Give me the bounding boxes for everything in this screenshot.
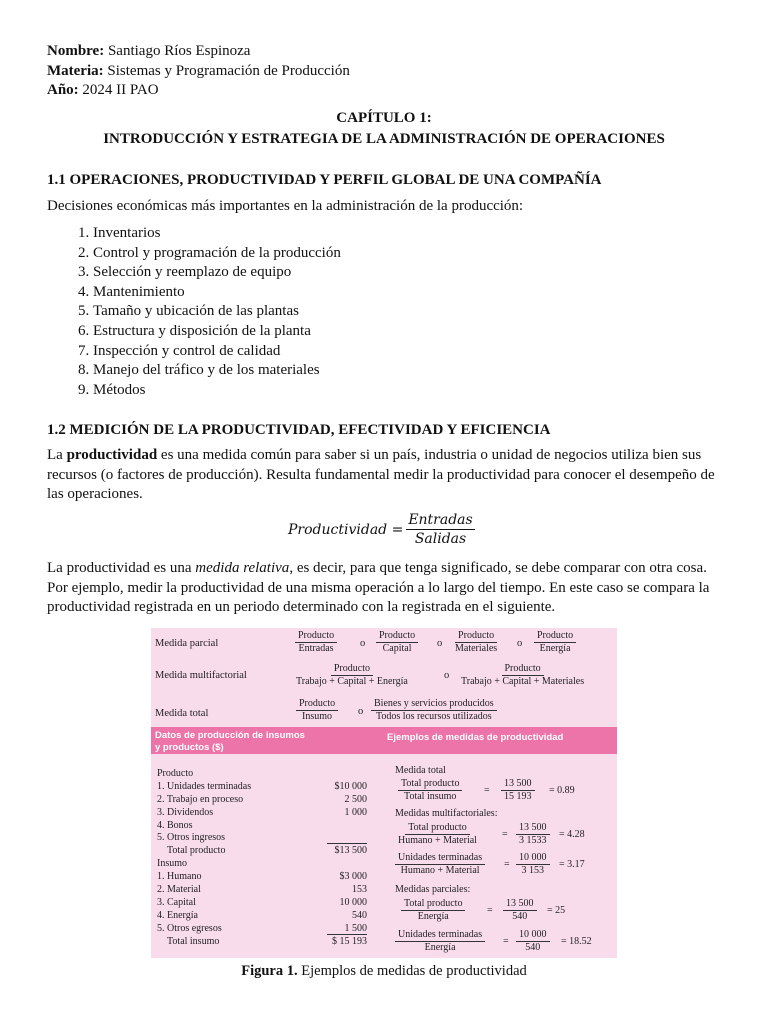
table-total-row: Total producto $13 500 bbox=[167, 845, 367, 857]
chapter-title: INTRODUCCIÓN Y ESTRATEGIA DE LA ADMINISTRACIÓN DE OPERACIONES bbox=[103, 131, 665, 147]
example-fraction: 13 500 15 193 bbox=[501, 778, 535, 803]
equals-sign: = bbox=[484, 785, 490, 796]
equals-sign: = bbox=[502, 829, 508, 840]
or-text: o bbox=[360, 638, 366, 649]
section-2-heading: 1.2 MEDICIÓN DE LA PRODUCTIVIDAD, EFECTIVIDAD Y EFICIENCIA bbox=[47, 422, 551, 438]
anio-line: Año: 2024 II PAO bbox=[47, 82, 159, 98]
section-1-intro: Decisiones económicas más importantes en la administración de la producción: bbox=[47, 198, 524, 214]
table-row: 5. Otros egresos 1 500 bbox=[157, 922, 367, 934]
table-title: Producto bbox=[157, 768, 194, 779]
example-fraction: Total producto Total insumo bbox=[398, 778, 462, 803]
or-text: o bbox=[437, 638, 443, 649]
table-total-row: Total insumo $ 15 193 bbox=[167, 935, 367, 947]
example-fraction: Total producto Humano + Material bbox=[398, 822, 477, 846]
formula-denominator: Salidas bbox=[414, 531, 467, 547]
list-item: 9. Métodos bbox=[93, 381, 341, 401]
header-block bbox=[47, 42, 350, 101]
production-data-table bbox=[157, 768, 367, 948]
table-row: 3. Capital 10 000 bbox=[157, 896, 367, 908]
or-text: o bbox=[358, 706, 364, 717]
or-text: o bbox=[444, 670, 450, 681]
multi-fraction: Producto Trabajo + Capital + Energía bbox=[296, 663, 408, 687]
example-result: = 4.28 bbox=[559, 829, 585, 840]
table-row: 5. Otros ingresos bbox=[157, 832, 367, 845]
equals-sign: = bbox=[487, 905, 493, 916]
formula-lhs: Productividad = bbox=[288, 521, 404, 538]
example-fraction: Total producto Energía bbox=[401, 898, 465, 923]
example-result: = 3.17 bbox=[559, 859, 585, 870]
multifactorial-label: Medida multifactorial bbox=[155, 670, 247, 681]
parcial-label: Medida parcial bbox=[155, 638, 219, 649]
example-multi-title: Medidas multifactoriales: bbox=[395, 808, 498, 819]
total-fraction: Bienes y servicios producidos Todos los recursos utilizados bbox=[371, 698, 497, 723]
example-total-title: Medida total bbox=[395, 765, 446, 776]
list-item: 3. Selección y reemplazo de equipo bbox=[93, 263, 341, 283]
figure-caption: Figura 1. Ejemplos de medidas de productividad bbox=[241, 963, 527, 979]
productivity-formula bbox=[288, 512, 475, 547]
figure-header-band bbox=[151, 727, 617, 754]
table-row: 1. Unidades terminadas $10 000 bbox=[157, 780, 367, 792]
decisions-list bbox=[47, 224, 341, 400]
section-2-paragraph-1: La productividad es una medida común para saber si un país, industria o unidad de negocios utiliza bien sus recursos (o factores de producción). Resulta fundamental medir la productividad para conocer el desempeño de las operaciones. bbox=[47, 447, 715, 503]
materia-line: Materia: Sistemas y Programación de Producción bbox=[47, 62, 350, 79]
parcial-fraction: Producto Energía bbox=[534, 630, 576, 655]
list-item: 8. Manejo del tráfico y de los materiales bbox=[93, 361, 341, 381]
table-row: 2. Material 153 bbox=[157, 884, 367, 896]
list-item: 2. Control y programación de la producción bbox=[93, 244, 341, 264]
example-fraction: Unidades terminadas Energía bbox=[395, 929, 485, 954]
table-row: 1. Humano $3 000 bbox=[157, 871, 367, 883]
parcial-fraction: Producto Entradas bbox=[295, 630, 337, 655]
table-title: Insumo bbox=[157, 858, 187, 870]
example-fraction: Unidades terminadas Humano + Material bbox=[395, 852, 485, 877]
total-fraction: Producto Insumo bbox=[296, 698, 338, 723]
example-result: = 25 bbox=[547, 905, 566, 916]
table-row: 3. Dividendos 1 000 bbox=[157, 806, 367, 818]
or-text: o bbox=[517, 638, 523, 649]
band-left-title: Datos de producción de insumos y productos ($) bbox=[155, 730, 305, 753]
total-label: Medida total bbox=[155, 708, 209, 719]
equals-sign: = bbox=[503, 936, 509, 947]
formula-numerator: Entradas bbox=[408, 512, 473, 528]
list-item: 5. Tamaño y ubicación de las plantas bbox=[93, 302, 341, 322]
multi-fraction: Producto Trabajo + Capital + Materiales bbox=[461, 663, 585, 687]
band-right-title: Ejemplos de medidas de productividad bbox=[387, 732, 564, 743]
parcial-fraction: Producto Materiales bbox=[455, 630, 498, 654]
parcial-fraction: Producto Capital bbox=[376, 630, 418, 655]
section-2-paragraph-2: La productividad es una medida relativa, es decir, para que tenga significado, se debe comparar con otra cosa. Por ejemplo, medir la productividad de una misma operación a lo largo del tiempo. En este caso se compara la productividad registrada en un periodo determinado con la registrada en el siguiente. bbox=[47, 560, 710, 616]
table-row: 2. Trabajo en proceso 2 500 bbox=[157, 793, 367, 805]
nombre-line: Nombre: Santiago Ríos Espinoza bbox=[47, 43, 251, 59]
table-row: 4. Bonos bbox=[157, 819, 193, 831]
productivity-figure bbox=[151, 628, 617, 958]
section-1-heading: 1.1 OPERACIONES, PRODUCTIVIDAD Y PERFIL GLOBAL DE UNA COMPAÑÍA bbox=[47, 172, 602, 188]
chapter-number: CAPÍTULO 1: bbox=[336, 110, 432, 126]
list-item: 6. Estructura y disposición de la planta bbox=[93, 322, 341, 342]
table-row: 4. Energía 540 bbox=[157, 909, 367, 921]
formula-fraction bbox=[406, 512, 474, 547]
example-fraction: 13 500 3 1533 bbox=[516, 822, 550, 847]
example-parcial-title: Medidas parciales: bbox=[395, 884, 471, 895]
example-fraction: 13 500 540 bbox=[503, 898, 537, 923]
example-result: = 18.52 bbox=[561, 936, 592, 947]
example-fraction: 10 000 540 bbox=[516, 929, 550, 954]
list-item: 4. Mantenimiento bbox=[93, 283, 341, 303]
equals-sign: = bbox=[504, 859, 510, 870]
list-item: 1. Inventarios bbox=[93, 224, 341, 244]
example-fraction: 10 000 3 153 bbox=[516, 852, 550, 877]
example-result: = 0.89 bbox=[549, 785, 575, 796]
list-item: 7. Inspección y control de calidad bbox=[93, 342, 341, 362]
